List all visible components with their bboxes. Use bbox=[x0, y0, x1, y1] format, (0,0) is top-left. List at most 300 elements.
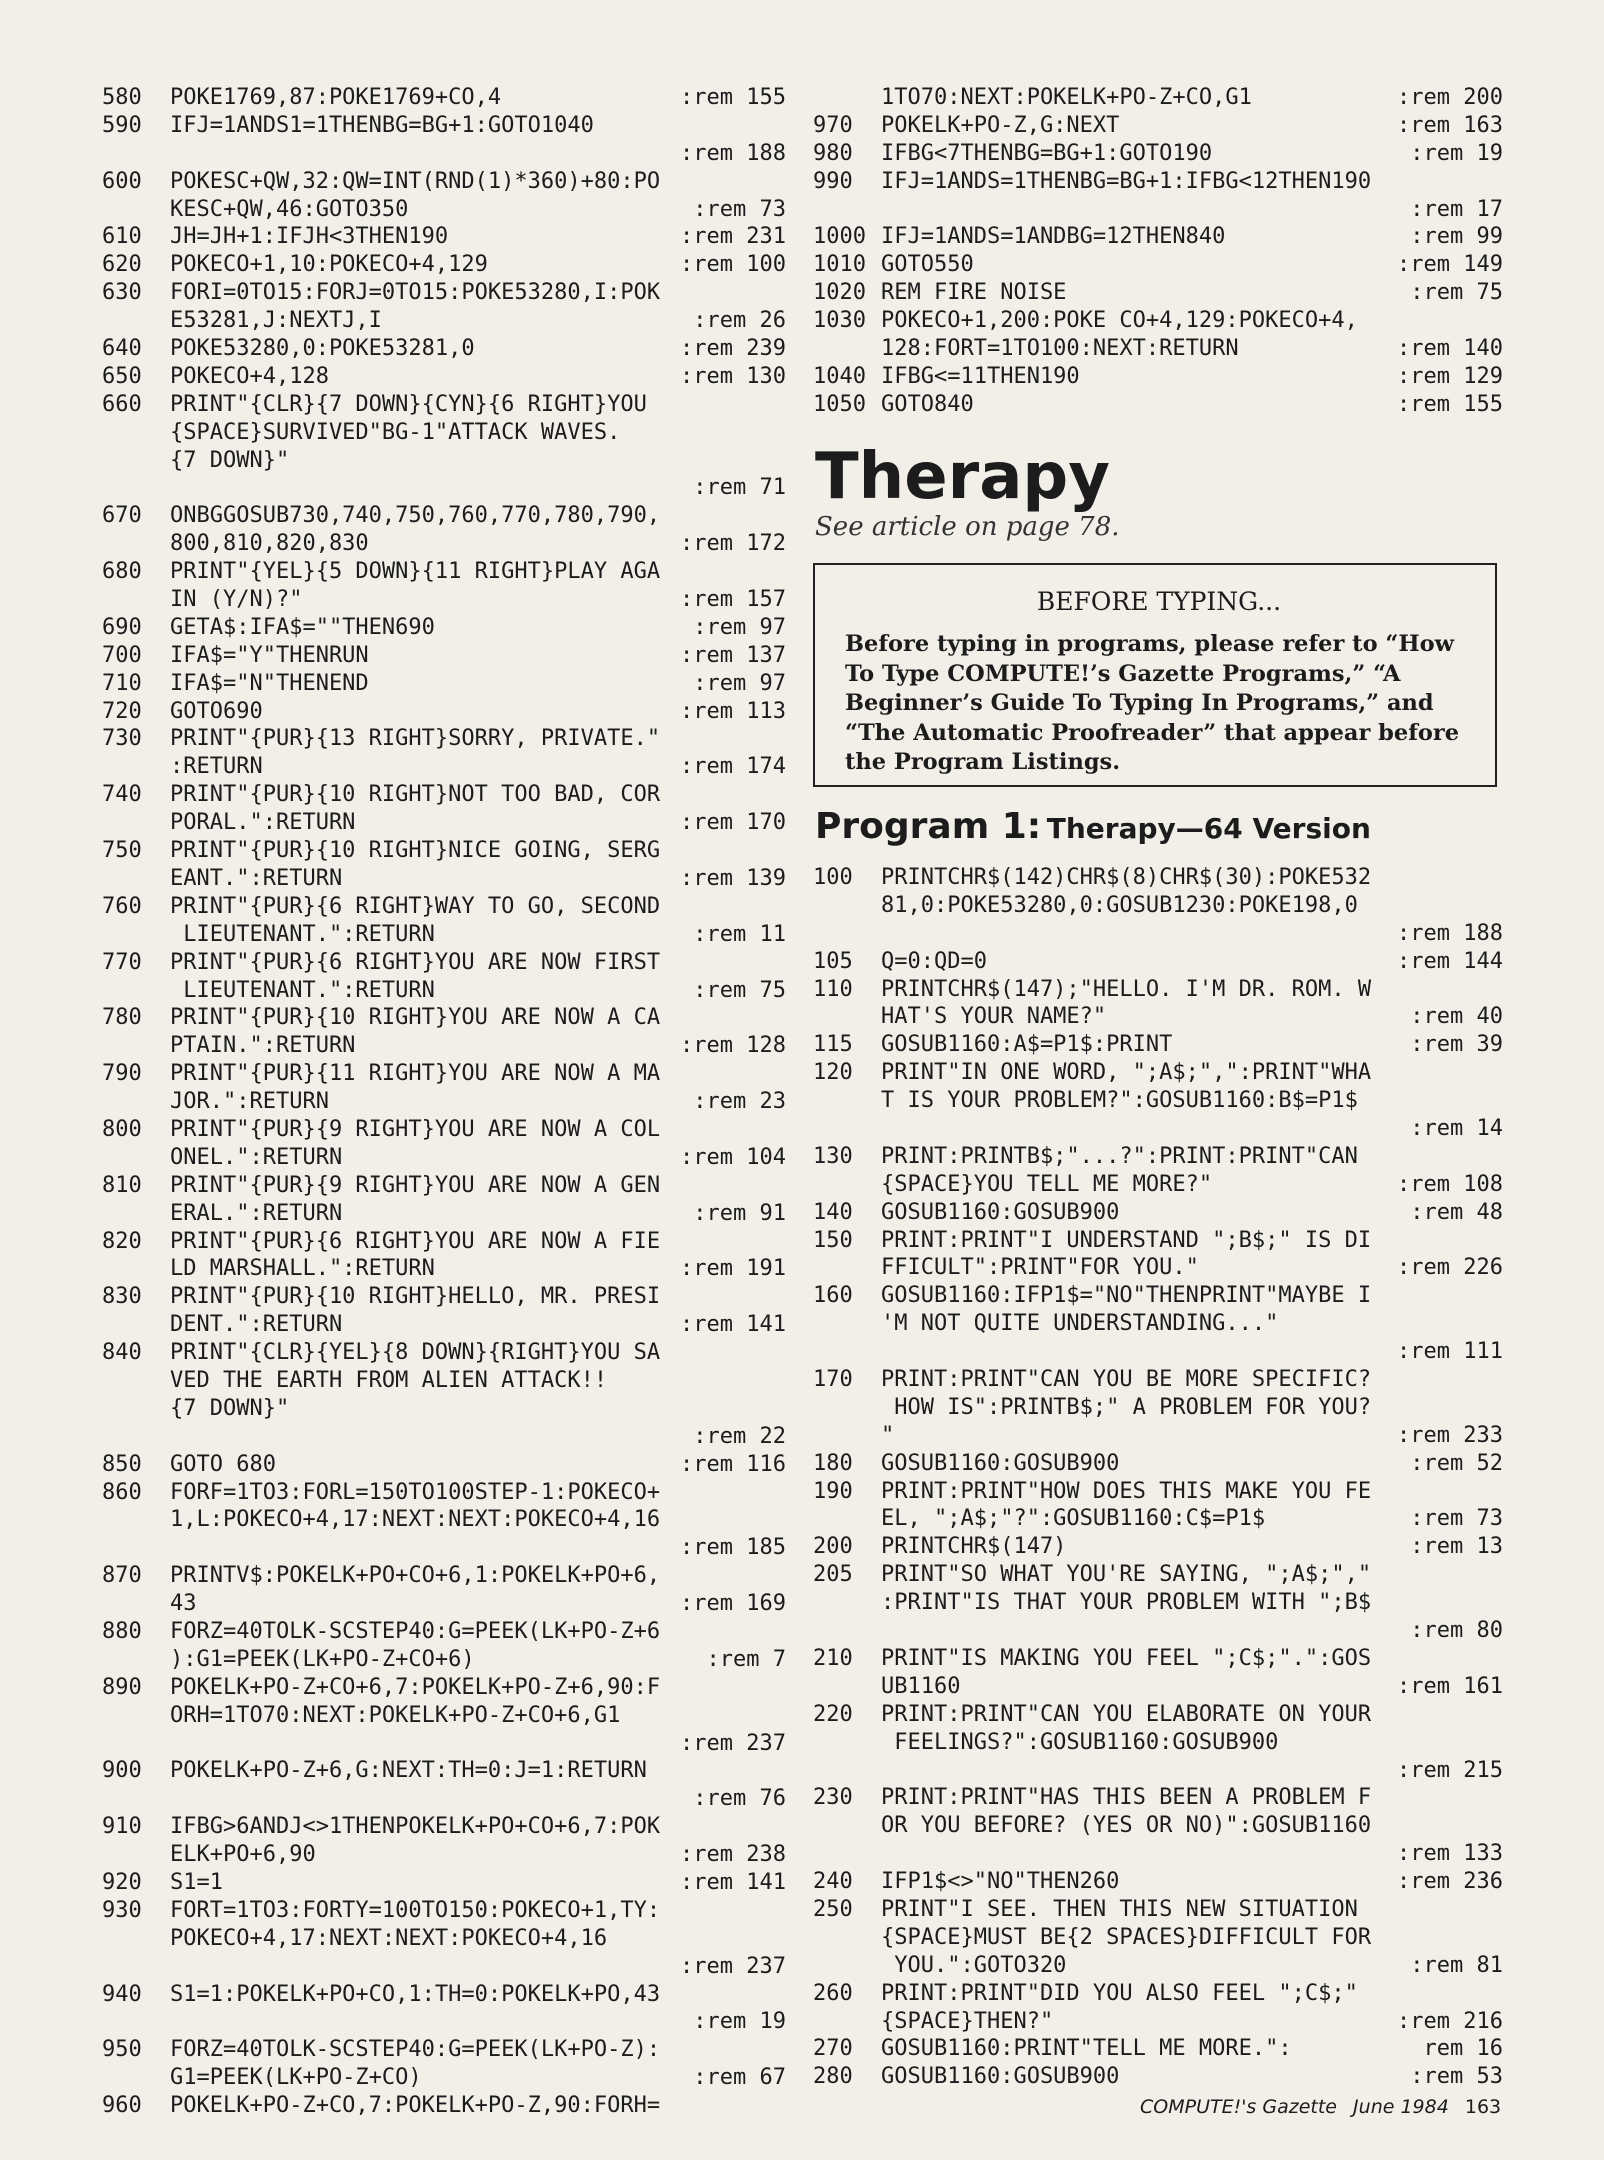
listing-row bbox=[813, 1115, 1503, 1143]
checksum-rem: :rem 174 bbox=[680, 754, 786, 780]
listing-row bbox=[813, 1003, 1503, 1031]
checksum-rem: :rem 100 bbox=[680, 252, 786, 278]
code-text: POKELK+PO-Z,G:NEXT bbox=[881, 112, 1120, 138]
code-text: LD MARSHALL.":RETURN bbox=[170, 1256, 435, 1282]
listing-row bbox=[102, 1841, 786, 1869]
code-text: PRINT"{PUR}{11 RIGHT}YOU ARE NOW A MA bbox=[170, 1061, 661, 1087]
line-number: 870 bbox=[102, 1563, 142, 1589]
listing-row bbox=[102, 1730, 786, 1758]
listing-row bbox=[102, 1813, 786, 1841]
checksum-rem: :rem 71 bbox=[693, 475, 786, 501]
code-text: POKECO+4,128 bbox=[170, 363, 329, 389]
line-number: 260 bbox=[813, 1980, 853, 2006]
checksum-rem: :rem 11 bbox=[693, 921, 786, 947]
checksum-rem: :rem 80 bbox=[1410, 1618, 1503, 1644]
code-text: E53281,J:NEXTJ,I bbox=[170, 308, 382, 334]
listing-row bbox=[813, 1924, 1503, 1952]
code-text: PRINT"{PUR}{6 RIGHT}WAY TO GO, SECOND bbox=[170, 893, 661, 919]
code-text: PRINT:PRINT"HOW DOES THIS MAKE YOU FE bbox=[881, 1478, 1372, 1504]
listing-row bbox=[102, 1702, 786, 1730]
listing-row bbox=[813, 1868, 1503, 1896]
line-number: 860 bbox=[102, 1479, 142, 1505]
code-text: G1=PEEK(LK+PO-Z+CO) bbox=[170, 2065, 422, 2091]
code-text: FORF=1TO3:FORL=150TO100STEP-1:POKECO+ bbox=[170, 1479, 661, 1505]
listing-row bbox=[813, 168, 1503, 196]
code-text: REM FIRE NOISE bbox=[881, 280, 1067, 306]
checksum-rem: :rem 233 bbox=[1397, 1422, 1503, 1448]
line-number: 780 bbox=[102, 1005, 142, 1031]
code-text: PRINT"{YEL}{5 DOWN}{11 RIGHT}PLAY AGA bbox=[170, 559, 661, 585]
line-number: 700 bbox=[102, 642, 142, 668]
code-text: PRINT"IN ONE WORD, ";A$;",":PRINT"WHA bbox=[881, 1060, 1372, 1086]
code-text: PRINT"SO WHAT YOU'RE SAYING, ";A$;"," bbox=[881, 1562, 1372, 1588]
checksum-rem: :rem 99 bbox=[1410, 224, 1503, 250]
listing-row bbox=[813, 1450, 1503, 1478]
code-text: " bbox=[881, 1422, 895, 1448]
listing-row bbox=[102, 251, 786, 279]
line-number: 670 bbox=[102, 503, 142, 529]
listing-row bbox=[102, 419, 786, 447]
checksum-rem: :rem 129 bbox=[1397, 363, 1503, 389]
listing-row bbox=[102, 2036, 786, 2064]
line-number: 1040 bbox=[813, 363, 866, 389]
checksum-rem: :rem 48 bbox=[1410, 1199, 1503, 1225]
listing-row bbox=[813, 1199, 1503, 1227]
line-number: 640 bbox=[102, 336, 142, 362]
code-text: POKE1769,87:POKE1769+CO,4 bbox=[170, 85, 502, 110]
line-number: 250 bbox=[813, 1896, 853, 1922]
article-title: Therapy bbox=[815, 440, 1110, 514]
checksum-rem: :rem 22 bbox=[693, 1423, 786, 1449]
code-text: :RETURN bbox=[170, 754, 263, 780]
checksum-rem: :rem 163 bbox=[1397, 112, 1503, 138]
checksum-rem: :rem 73 bbox=[1410, 1506, 1503, 1532]
checksum-rem: :rem 76 bbox=[693, 1786, 786, 1812]
checksum-rem: :rem 226 bbox=[1397, 1255, 1503, 1281]
code-text: PRINT"{PUR}{6 RIGHT}YOU ARE NOW FIRST bbox=[170, 949, 661, 975]
line-number: 790 bbox=[102, 1061, 142, 1087]
line-number: 1020 bbox=[813, 280, 866, 306]
listing-left-column bbox=[102, 84, 786, 2120]
listing-row bbox=[102, 1953, 786, 1981]
code-text: JH=JH+1:IFJH<3THEN190 bbox=[170, 224, 449, 250]
line-number: 280 bbox=[813, 2064, 853, 2090]
checksum-rem: :rem 137 bbox=[680, 642, 786, 668]
checksum-rem: :rem 111 bbox=[1397, 1339, 1503, 1365]
listing-row bbox=[813, 223, 1503, 251]
listing-row bbox=[102, 1479, 786, 1507]
checksum-rem: :rem 39 bbox=[1410, 1032, 1503, 1058]
code-text: 800,810,820,830 bbox=[170, 531, 369, 557]
listing-row bbox=[102, 1367, 786, 1395]
checksum-rem: :rem 81 bbox=[1410, 1952, 1503, 1978]
listing-row bbox=[102, 1981, 786, 2009]
listing-row bbox=[813, 892, 1503, 920]
listing-row bbox=[813, 1561, 1503, 1589]
code-text: YOU.":GOTO320 bbox=[881, 1952, 1067, 1978]
checksum-rem: :rem 172 bbox=[680, 531, 786, 557]
listing-row bbox=[813, 1673, 1503, 1701]
code-text: ELK+PO+6,90 bbox=[170, 1842, 316, 1868]
code-text: ORH=1TO70:NEXT:POKELK+PO-Z+CO+6,G1 bbox=[170, 1702, 621, 1728]
listing-row bbox=[102, 1200, 786, 1228]
code-text: IFBG<7THENBG=BG+1:GOTO190 bbox=[881, 140, 1213, 166]
code-text: KESC+QW,46:GOTO350 bbox=[170, 196, 409, 222]
listing-row bbox=[102, 1897, 786, 1925]
checksum-rem: :rem 108 bbox=[1397, 1171, 1503, 1197]
listing-row bbox=[813, 1143, 1503, 1171]
listing-row bbox=[813, 1366, 1503, 1394]
code-text: GOSUB1160:GOSUB900 bbox=[881, 2064, 1120, 2090]
listing-row bbox=[813, 1757, 1503, 1785]
code-text: POKECO+1,200:POKE CO+4,129:POKECO+4, bbox=[881, 308, 1358, 334]
checksum-rem: :rem 116 bbox=[680, 1451, 786, 1477]
code-text: GOTO840 bbox=[881, 391, 974, 417]
line-number: 810 bbox=[102, 1172, 142, 1198]
listing-row bbox=[102, 391, 786, 419]
code-text: FEELINGS?":GOSUB1160:GOSUB900 bbox=[881, 1729, 1279, 1755]
listing-row bbox=[813, 1617, 1503, 1645]
checksum-rem: :rem 14 bbox=[1410, 1116, 1503, 1142]
code-text: 'M NOT QUITE UNDERSTANDING..." bbox=[881, 1311, 1279, 1337]
listing-row bbox=[102, 1283, 786, 1311]
line-number: 150 bbox=[813, 1227, 853, 1253]
listing-row bbox=[102, 140, 786, 168]
code-text: PRINTCHR$(147) bbox=[881, 1534, 1067, 1560]
checksum-rem: :rem 130 bbox=[680, 363, 786, 389]
line-number: 115 bbox=[813, 1032, 853, 1058]
line-number: 100 bbox=[813, 865, 853, 890]
checksum-rem: :rem 188 bbox=[1397, 920, 1503, 946]
code-text: PRINT"{CLR}{YEL}{8 DOWN}{RIGHT}YOU SA bbox=[170, 1340, 661, 1366]
code-text: POKELK+PO-Z+CO,7:POKELK+PO-Z,90:FORH= bbox=[170, 2093, 661, 2119]
checksum-rem: :rem 91 bbox=[693, 1200, 786, 1226]
listing-row bbox=[102, 1172, 786, 1200]
code-text: PRINT:PRINTB$;"...?":PRINT:PRINT"CAN bbox=[881, 1143, 1358, 1169]
code-text: GOSUB1160:GOSUB900 bbox=[881, 1199, 1120, 1225]
checksum-rem: :rem 216 bbox=[1397, 2008, 1503, 2034]
code-text: POKECO+1,10:POKECO+4,129 bbox=[170, 252, 488, 278]
line-number: 1010 bbox=[813, 252, 866, 278]
listing-row bbox=[813, 1533, 1503, 1561]
program-name: Therapy—64 Version bbox=[1046, 812, 1371, 845]
checksum-rem: :rem 104 bbox=[680, 1144, 786, 1170]
line-number: 160 bbox=[813, 1283, 853, 1309]
code-text: GOTO 680 bbox=[170, 1451, 276, 1477]
code-text: PRINT"I SEE. THEN THIS NEW SITUATION bbox=[881, 1896, 1358, 1922]
checksum-rem: :rem 231 bbox=[680, 224, 786, 250]
code-text: LIEUTENANT.":RETURN bbox=[170, 921, 435, 947]
code-text: PRINTCHR$(147);"HELLO. I'M DR. ROM. W bbox=[881, 976, 1372, 1002]
checksum-rem: :rem 161 bbox=[1397, 1673, 1503, 1699]
checksum-rem: :rem 13 bbox=[1410, 1534, 1503, 1560]
listing-row bbox=[102, 502, 786, 530]
listing-row bbox=[813, 1310, 1503, 1338]
line-number: 580 bbox=[102, 85, 142, 110]
code-text: IFBG>6ANDJ<>1THENPOKELK+PO+CO+6,7:POK bbox=[170, 1814, 661, 1840]
line-number: 920 bbox=[102, 1870, 142, 1895]
code-text: GOSUB1160:A$=P1$:PRINT bbox=[881, 1032, 1173, 1058]
code-text: OR YOU BEFORE? (YES OR NO)":GOSUB1160 bbox=[881, 1813, 1372, 1839]
listing-row bbox=[102, 1004, 786, 1032]
code-text: PRINT"{PUR}{10 RIGHT}NICE GOING, SERG bbox=[170, 838, 661, 864]
before-typing-notice bbox=[813, 563, 1497, 787]
listing-row bbox=[102, 363, 786, 391]
code-text: {SPACE}SURVIVED"BG-1"ATTACK WAVES. bbox=[170, 419, 621, 445]
listing-row bbox=[813, 1338, 1503, 1366]
listing-row bbox=[813, 1254, 1503, 1282]
listing-row bbox=[813, 1505, 1503, 1533]
line-number: 850 bbox=[102, 1451, 142, 1477]
listing-row bbox=[813, 196, 1503, 224]
line-number: 610 bbox=[102, 224, 142, 250]
listing-row bbox=[102, 335, 786, 363]
line-number: 800 bbox=[102, 1116, 142, 1142]
listing-row bbox=[102, 1032, 786, 1060]
code-text: FFICULT":PRINT"FOR YOU." bbox=[881, 1255, 1199, 1281]
line-number: 950 bbox=[102, 2037, 142, 2063]
code-text: FORT=1TO3:FORTY=100TO150:POKECO+1,TY: bbox=[170, 1897, 661, 1923]
line-number: 820 bbox=[102, 1228, 142, 1254]
listing-row bbox=[102, 865, 786, 893]
line-number: 1030 bbox=[813, 308, 866, 334]
line-number: 1050 bbox=[813, 391, 866, 417]
code-text: FORZ=40TOLK-SCSTEP40:G=PEEK(LK+PO-Z+6 bbox=[170, 1618, 661, 1644]
listing-row bbox=[813, 112, 1503, 140]
line-number: 200 bbox=[813, 1534, 853, 1560]
checksum-rem: :rem 157 bbox=[680, 587, 786, 613]
listing-row bbox=[102, 837, 786, 865]
code-text: T IS YOUR PROBLEM?":GOSUB1160:B$=P1$ bbox=[881, 1088, 1358, 1114]
checksum-rem: :rem 191 bbox=[680, 1256, 786, 1282]
checksum-rem: :rem 200 bbox=[1397, 85, 1503, 110]
listing-row bbox=[102, 670, 786, 698]
line-number: 190 bbox=[813, 1478, 853, 1504]
listing-row bbox=[102, 1869, 786, 1897]
listing-right-top bbox=[813, 84, 1503, 419]
checksum-rem: :rem 19 bbox=[1410, 140, 1503, 166]
listing-row bbox=[813, 1478, 1503, 1506]
listing-row bbox=[102, 753, 786, 781]
listing-right-column bbox=[813, 864, 1503, 2091]
code-text: GOSUB1160:GOSUB900 bbox=[881, 1450, 1120, 1476]
listing-row bbox=[102, 1088, 786, 1116]
line-number: 110 bbox=[813, 976, 853, 1002]
code-text: {SPACE}YOU TELL ME MORE?" bbox=[881, 1171, 1213, 1197]
line-number: 180 bbox=[813, 1450, 853, 1476]
listing-row bbox=[813, 1589, 1503, 1617]
code-text: HOW IS":PRINTB$;" A PROBLEM FOR YOU? bbox=[881, 1394, 1372, 1420]
listing-row bbox=[102, 1451, 786, 1479]
listing-row bbox=[102, 1423, 786, 1451]
listing-row bbox=[102, 112, 786, 140]
listing-row bbox=[813, 1227, 1503, 1255]
listing-row bbox=[102, 1925, 786, 1953]
line-number: 1000 bbox=[813, 224, 866, 250]
notice-body: Before typing in programs, please refer to “How To Type COMPUTE!’s Gazette Programs,” “A Beginner’s Guide To Typing In Programs,” and “The Automatic Proofreader” that appear before the Program Listings. bbox=[845, 631, 1460, 775]
line-number: 140 bbox=[813, 1199, 853, 1225]
listing-row bbox=[102, 1311, 786, 1339]
code-text: FORZ=40TOLK-SCSTEP40:G=PEEK(LK+PO-Z): bbox=[170, 2037, 661, 2063]
line-number: 720 bbox=[102, 698, 142, 724]
code-text: GOSUB1160:PRINT"TELL ME MORE.": bbox=[881, 2036, 1292, 2062]
listing-row bbox=[813, 1171, 1503, 1199]
checksum-rem: :rem 139 bbox=[680, 865, 786, 891]
listing-row bbox=[813, 976, 1503, 1004]
listing-row bbox=[813, 251, 1503, 279]
code-text: 128:FORT=1TO100:NEXT:RETURN bbox=[881, 336, 1239, 362]
code-text: IN (Y/N)?" bbox=[170, 587, 303, 613]
checksum-rem: :rem 128 bbox=[680, 1033, 786, 1059]
listing-row bbox=[813, 864, 1503, 892]
code-text: JOR.":RETURN bbox=[170, 1089, 329, 1115]
checksum-rem: :rem 155 bbox=[680, 85, 786, 110]
listing-row bbox=[102, 949, 786, 977]
checksum-rem: :rem 149 bbox=[1397, 252, 1503, 278]
line-number: 170 bbox=[813, 1367, 853, 1393]
code-text: PRINT"{PUR}{13 RIGHT}SORRY, PRIVATE." bbox=[170, 726, 661, 752]
listing-row bbox=[102, 307, 786, 335]
line-number: 220 bbox=[813, 1701, 853, 1727]
listing-row bbox=[102, 279, 786, 307]
listing-row bbox=[813, 391, 1503, 419]
listing-row bbox=[102, 2092, 786, 2120]
listing-row bbox=[102, 474, 786, 502]
checksum-rem: :rem 237 bbox=[680, 1730, 786, 1756]
line-number: 740 bbox=[102, 782, 142, 808]
code-text: PRINT"{PUR}{9 RIGHT}YOU ARE NOW A GEN bbox=[170, 1172, 661, 1198]
code-text: PRINT:PRINT"HAS THIS BEEN A PROBLEM F bbox=[881, 1785, 1372, 1811]
checksum-rem: :rem 188 bbox=[680, 140, 786, 166]
line-number: 105 bbox=[813, 948, 853, 974]
listing-row bbox=[813, 335, 1503, 363]
code-text: PRINT:PRINT"I UNDERSTAND ";B$;" IS DI bbox=[881, 1227, 1372, 1253]
code-text: DENT.":RETURN bbox=[170, 1312, 343, 1338]
checksum-rem: :rem 239 bbox=[680, 336, 786, 362]
checksum-rem: :rem 26 bbox=[693, 308, 786, 334]
line-number: 770 bbox=[102, 949, 142, 975]
line-number: 730 bbox=[102, 726, 142, 752]
listing-row bbox=[102, 1618, 786, 1646]
code-text: PRINTV$:POKELK+PO+CO+6,1:POKELK+PO+6, bbox=[170, 1563, 661, 1589]
listing-row bbox=[102, 977, 786, 1005]
code-text: ):G1=PEEK(LK+PO-Z+CO+6) bbox=[170, 1646, 475, 1672]
code-text: PRINT"{PUR}{10 RIGHT}NOT TOO BAD, COR bbox=[170, 782, 661, 808]
listing-row bbox=[813, 1840, 1503, 1868]
code-text: ERAL.":RETURN bbox=[170, 1200, 343, 1226]
code-text: POKESC+QW,32:QW=INT(RND(1)*360)+80:PO bbox=[170, 168, 661, 194]
code-text: POKELK+PO-Z+CO+6,7:POKELK+PO-Z+6,90:F bbox=[170, 1674, 661, 1700]
checksum-rem: :rem 236 bbox=[1397, 1869, 1503, 1895]
code-text: IFP1$<>"NO"THEN260 bbox=[881, 1869, 1120, 1895]
code-text: VED THE EARTH FROM ALIEN ATTACK!! bbox=[170, 1367, 608, 1393]
checksum-rem: :rem 40 bbox=[1410, 1004, 1503, 1030]
listing-row bbox=[813, 1282, 1503, 1310]
line-number: 930 bbox=[102, 1897, 142, 1923]
code-text: PRINTCHR$(142)CHR$(8)CHR$(30):POKE532 bbox=[881, 865, 1372, 890]
code-text: FORI=0TO15:FORJ=0TO15:POKE53280,I:POK bbox=[170, 280, 661, 306]
code-text: 1TO70:NEXT:POKELK+PO-Z+CO,G1 bbox=[881, 85, 1252, 110]
checksum-rem: :rem 144 bbox=[1397, 948, 1503, 974]
code-text: HAT'S YOUR NAME?" bbox=[881, 1004, 1107, 1030]
line-number: 880 bbox=[102, 1618, 142, 1644]
checksum-rem: :rem 113 bbox=[680, 698, 786, 724]
line-number: 600 bbox=[102, 168, 142, 194]
checksum-rem: :rem 133 bbox=[1397, 1841, 1503, 1867]
code-text: Q=0:QD=0 bbox=[881, 948, 987, 974]
code-text: ONEL.":RETURN bbox=[170, 1144, 343, 1170]
line-number: 590 bbox=[102, 112, 142, 138]
line-number: 910 bbox=[102, 1814, 142, 1840]
line-number: 230 bbox=[813, 1785, 853, 1811]
code-text: {SPACE}THEN?" bbox=[881, 2008, 1054, 2034]
listing-row bbox=[813, 1980, 1503, 2008]
checksum-rem: :rem 73 bbox=[693, 196, 786, 222]
listing-row bbox=[813, 920, 1503, 948]
checksum-rem: :rem 53 bbox=[1410, 2064, 1503, 2090]
listing-row bbox=[102, 530, 786, 558]
code-text: IFJ=1ANDS1=1THENBG=BG+1:GOTO1040 bbox=[170, 112, 594, 138]
listing-row bbox=[813, 948, 1503, 976]
listing-row bbox=[102, 2064, 786, 2092]
listing-row bbox=[813, 1729, 1503, 1757]
checksum-rem: :rem 97 bbox=[693, 614, 786, 640]
listing-row bbox=[102, 1785, 786, 1813]
code-text: POKE53280,0:POKE53281,0 bbox=[170, 336, 475, 362]
code-text: IFA$="N"THENEND bbox=[170, 670, 369, 696]
listing-row bbox=[102, 1674, 786, 1702]
listing-row bbox=[102, 1060, 786, 1088]
code-text: EANT.":RETURN bbox=[170, 865, 343, 891]
code-text: 43 bbox=[170, 1591, 197, 1617]
checksum-rem: :rem 185 bbox=[680, 1535, 786, 1561]
checksum-rem: :rem 17 bbox=[1410, 196, 1503, 222]
code-text: {7 DOWN}" bbox=[170, 447, 290, 473]
code-text: S1=1 bbox=[170, 1870, 223, 1895]
line-number: 750 bbox=[102, 838, 142, 864]
code-text: PRINT:PRINT"DID YOU ALSO FEEL ";C$;" bbox=[881, 1980, 1358, 2006]
checksum-rem: :rem 155 bbox=[1397, 391, 1503, 417]
listing-row bbox=[102, 1144, 786, 1172]
code-text: GETA$:IFA$=""THEN690 bbox=[170, 614, 435, 640]
listing-row bbox=[102, 1590, 786, 1618]
checksum-rem: :rem 23 bbox=[693, 1089, 786, 1115]
listing-row bbox=[813, 363, 1503, 391]
code-text: 1,L:POKECO+4,17:NEXT:NEXT:POKECO+4,16 bbox=[170, 1507, 661, 1533]
line-number: 690 bbox=[102, 614, 142, 640]
line-number: 210 bbox=[813, 1645, 853, 1671]
line-number: 240 bbox=[813, 1869, 853, 1895]
line-number: 660 bbox=[102, 391, 142, 417]
listing-row bbox=[102, 1228, 786, 1256]
line-number: 710 bbox=[102, 670, 142, 696]
line-number: 120 bbox=[813, 1060, 853, 1086]
code-text: POKELK+PO-Z+6,G:NEXT:TH=0:J=1:RETURN bbox=[170, 1758, 647, 1784]
footer-page-number: 163 bbox=[1464, 2096, 1502, 2118]
listing-row bbox=[102, 921, 786, 949]
checksum-rem: :rem 141 bbox=[680, 1870, 786, 1895]
listing-row bbox=[813, 1896, 1503, 1924]
listing-row bbox=[102, 642, 786, 670]
listing-row bbox=[813, 84, 1503, 112]
line-number: 940 bbox=[102, 1981, 142, 2007]
checksum-rem: :rem 52 bbox=[1410, 1450, 1503, 1476]
code-text: PRINT:PRINT"CAN YOU ELABORATE ON YOUR bbox=[881, 1701, 1372, 1727]
notice-title: BEFORE TYPING... bbox=[1036, 587, 1282, 616]
listing-row bbox=[102, 1339, 786, 1367]
program-heading bbox=[815, 806, 1371, 847]
line-number: 840 bbox=[102, 1340, 142, 1366]
